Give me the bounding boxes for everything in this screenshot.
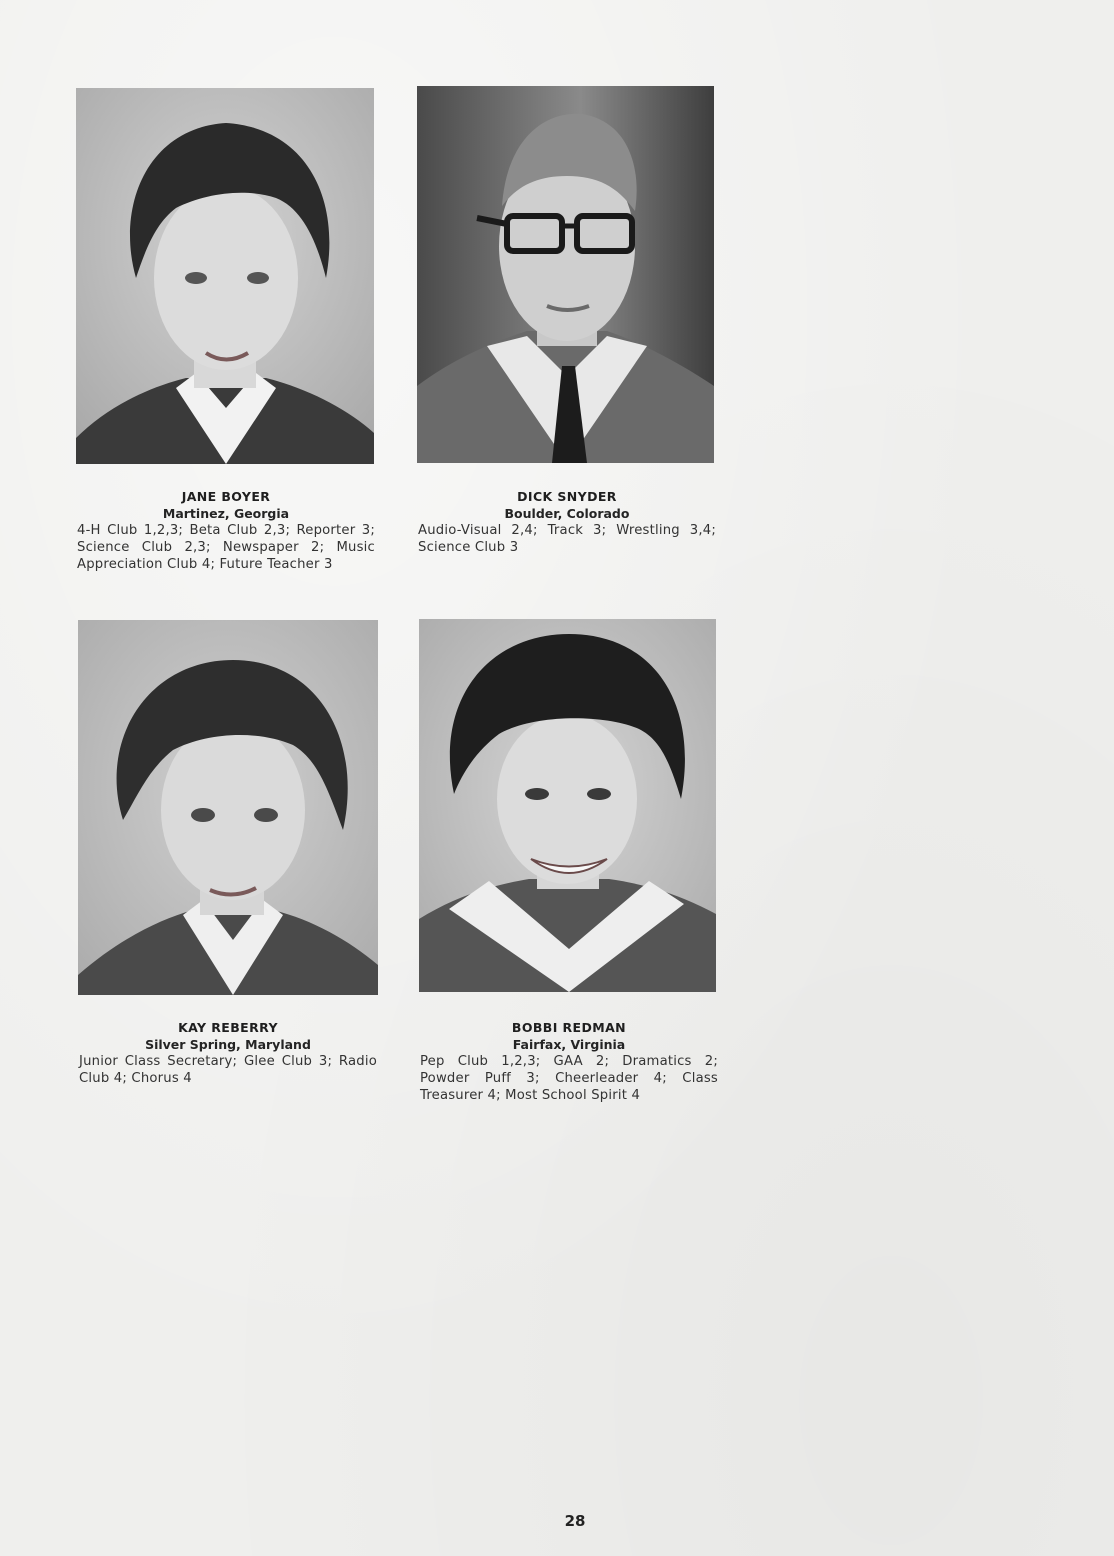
student-name: KAY REBERRY [178,1020,278,1035]
student-portrait-photo [78,620,378,995]
student-name: BOBBI REDMAN [511,1020,627,1035]
student-hometown: Silver Spring, Maryland [145,1037,311,1052]
page-number: 28 [564,1512,586,1530]
student-caption [420,1019,718,1104]
student-portrait-photo [419,619,716,992]
student-portrait-photo [76,88,374,464]
student-activities: Audio-Visual 2,4; Track 3; Wrestling 3,4; Science Club 3 [418,523,716,555]
student-name: JANE BOYER [181,489,271,504]
student-activities: Pep Club 1,2,3; GAA 2; Dramatics 2; Powder Puff 3; Cheerleader 4; Class Treasurer 4; Most School Spirit 4 [420,1054,718,1103]
student-activities: 4-H Club 1,2,3; Beta Club 2,3; Reporter 3; Science Club 2,3; Newspaper 2; Music Appreciation Club 4; Future Teacher 3 [77,523,375,572]
student-caption [79,1019,377,1087]
student-hometown: Martinez, Georgia [162,506,290,521]
student-caption [418,488,716,556]
student-portrait-photo [417,86,714,463]
student-hometown: Fairfax, Virginia [512,1037,626,1052]
student-name: DICK SNYDER [517,489,617,504]
student-hometown: Boulder, Colorado [504,506,630,521]
student-activities: Junior Class Secretary; Glee Club 3; Radio Club 4; Chorus 4 [79,1054,377,1086]
student-caption [77,488,375,573]
